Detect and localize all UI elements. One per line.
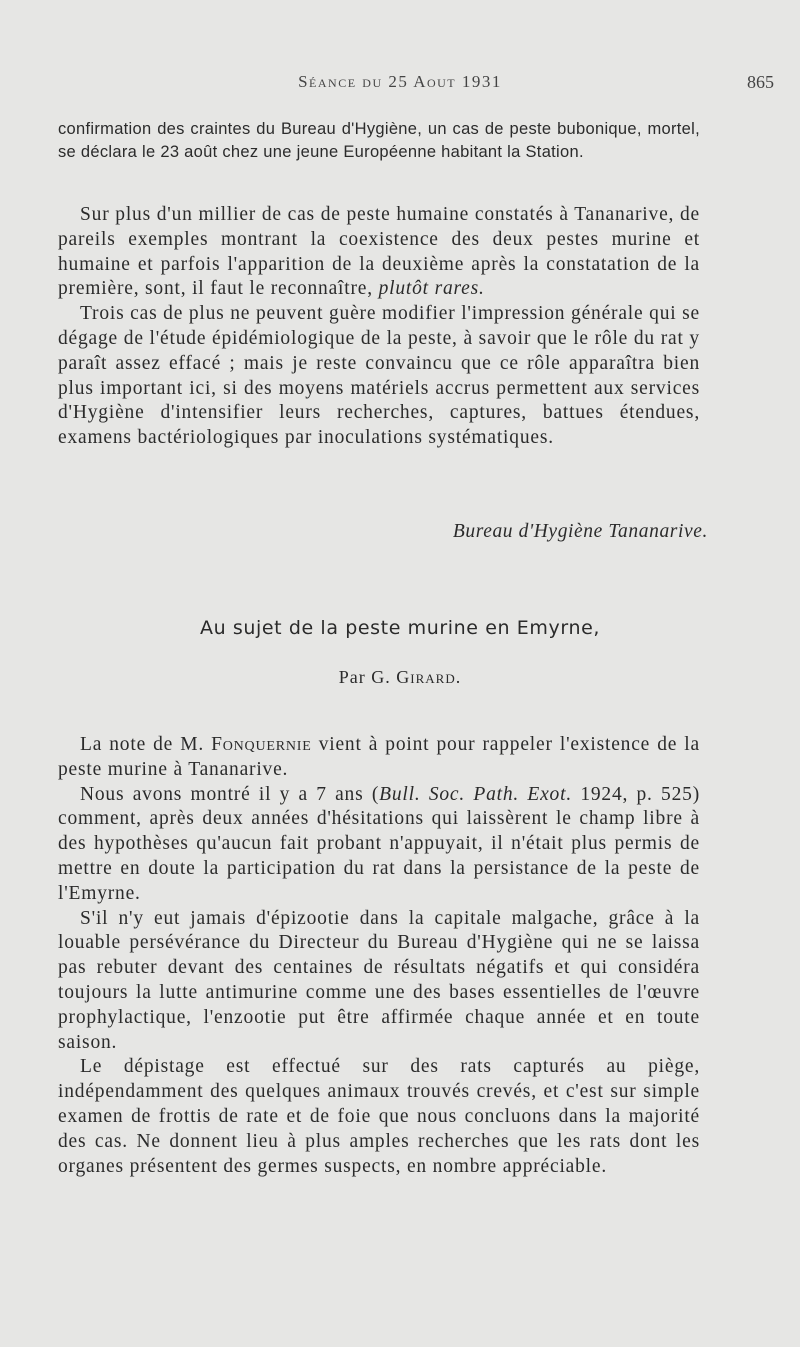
article1-paragraph-1	[58, 203, 700, 302]
page-header	[0, 72, 800, 100]
article2-paragraph-1	[58, 733, 700, 783]
article2-paragraph-4: Le dépistage est effectué sur des rats capturés au piège, indépendamment des quelques animaux trouvés crevés, et c'est sur simple examen de frottis de rate et de foie que nous concluons dans la majorité des cas. Ne donnent lieu à plus amples recherches que les rats dont les organes présentent des germes suspects, en nombre appréciable.	[58, 1056, 700, 1177]
article2-paragraph-3: S'il n'y eut jamais d'épizootie dans la capitale malgache, grâce à la louable persévérance du Directeur du Bureau d'Hygiène qui ne se laissa pas rebuter devant des centaines de résultats négatifs et qui considéra toujours la lutte antimurine comme une des bases essentielles de l'œuvre prophylactique, l'enzootie put être affirmée chaque année et en toute saison.	[58, 907, 700, 1053]
article2-p1-a: La note de M.	[80, 734, 212, 755]
article2-paragraph-2	[58, 783, 700, 907]
article1-p1-italic: plutôt rares.	[378, 278, 485, 300]
intro-paragraph: confirmation des craintes du Bureau d'Hygiène, un cas de peste bubonique, mortel, se déclara le 23 août chez une jeune Européenne habitant la Station.	[58, 120, 700, 161]
article2-p1-b: vient à point pour rappeler l'existence de la peste murine à Tananarive.	[58, 734, 700, 780]
running-head: Séance du 25 Aout 1931	[298, 72, 502, 91]
article2-p2-b: 1924, p. 525) comment, après deux années d'hésitations qui laissèrent le champ libre à des hypothèses qu'aucun fait probant n'appuyait, il n'était plus permis de mettre en doute la participation du rat dans la persistance de la peste de l'Emyrne.	[58, 783, 700, 904]
page-number: 865	[747, 72, 774, 92]
article2-title: Au sujet de la peste murine en Emyrne,	[199, 617, 601, 639]
article1-body	[58, 203, 700, 451]
article2-p2-a: Nous avons montré il y a 7 ans (	[80, 783, 380, 805]
article2-p1-name: Fonquernie	[211, 734, 312, 755]
author-prefix: Par G.	[338, 667, 397, 687]
intro-block	[58, 118, 700, 163]
article1-signature: Bureau d'Hygiène Tananarive.	[452, 521, 708, 542]
article1-p1-text: Sur plus d'un millier de cas de peste humaine constatés à Tananarive, de pareils exemples montrant la coexistence des deux pestes murine et humaine et parfois l'apparition de la deuxième après la constatation de la première, sont, il faut le reconnaître,	[58, 204, 700, 300]
article2-body	[58, 733, 700, 1179]
author-name: Girard.	[396, 667, 462, 687]
article2-author	[0, 667, 800, 688]
article2-p2-ref: Bull. Soc. Path. Exot.	[379, 783, 572, 805]
article1-paragraph-2: Trois cas de plus ne peuvent guère modifier l'impression générale qui se dégage de l'étude épidémiologique de la peste, à savoir que le rôle du rat y paraît assez effacé ; mais je reste convaincu que ce rôle apparaîtra bien plus important ici, si des moyens matériels accrus permettent aux services d'Hygiène d'intensifier leurs recherches, captures, battues étendues, examens bactériologiques par inoculations systématiques.	[58, 303, 700, 449]
